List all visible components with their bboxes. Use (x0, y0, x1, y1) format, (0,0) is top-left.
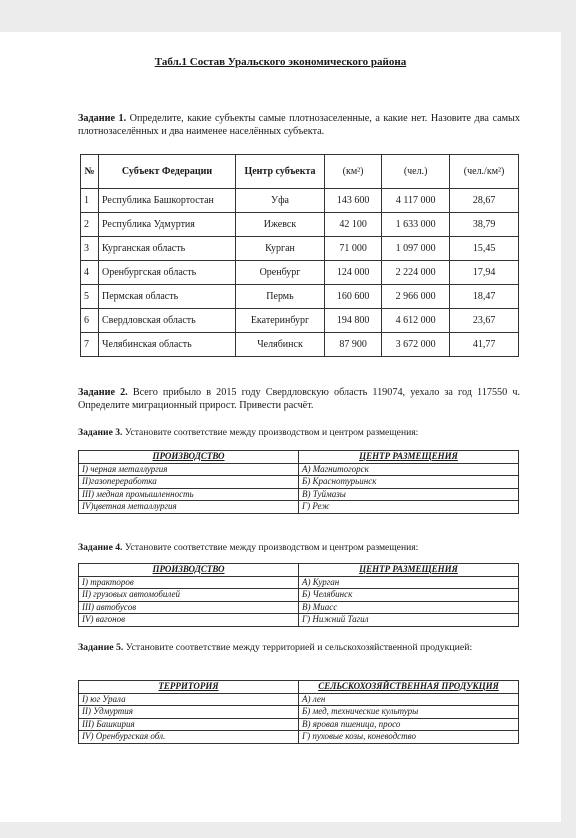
table-row (79, 463, 519, 476)
cell-left: III) Башкирия (79, 718, 299, 731)
cell-right: А) Курган (299, 576, 519, 589)
col-header-production: ПРОИЗВОДСТВО (79, 564, 299, 577)
cell-left: II) Удмуртия (79, 706, 299, 719)
cell-left: IV)цветная металлургия (79, 501, 299, 514)
cell-right: В) Туймазы (299, 488, 519, 501)
cell-subject: Челябинская область (99, 333, 236, 357)
table-row (79, 718, 519, 731)
task2-text (78, 386, 520, 412)
table-row (81, 261, 519, 285)
cell-population: 1 633 000 (382, 213, 450, 237)
cell-density: 17,94 (450, 261, 519, 285)
col-header-center: Центр субъекта (236, 155, 325, 189)
cell-center: Уфа (236, 189, 325, 213)
cell-number: 4 (81, 261, 99, 285)
cell-right: А) лен (299, 693, 519, 706)
page-title: Табл.1 Состав Уральского экономического района (154, 56, 407, 68)
table-row (79, 706, 519, 719)
task3-text (78, 426, 520, 439)
table-row (81, 189, 519, 213)
table-row (79, 589, 519, 602)
cell-left: I) тракторов (79, 576, 299, 589)
cell-right: Б) мед, технические культуры (299, 706, 519, 719)
cell-left: II) грузовых автомобилей (79, 589, 299, 602)
cell-number: 5 (81, 285, 99, 309)
cell-area: 71 000 (325, 237, 382, 261)
task2-label: Задание 2. (78, 387, 128, 398)
task5-body: Установите соответствие между территорией и сельскохозяйственной продукцией: (123, 642, 473, 653)
cell-subject: Республика Удмуртия (99, 213, 236, 237)
cell-right: Б) Челябинск (299, 589, 519, 602)
subjects-table (80, 154, 519, 357)
cell-right: Г) пуховые козы, коневодство (299, 731, 519, 744)
cell-density: 18,47 (450, 285, 519, 309)
task4-text (78, 541, 520, 554)
table-row (79, 476, 519, 489)
table-header-row (79, 681, 519, 694)
cell-subject: Пермская область (99, 285, 236, 309)
cell-number: 6 (81, 309, 99, 333)
cell-number: 1 (81, 189, 99, 213)
cell-density: 38,79 (450, 213, 519, 237)
cell-subject: Оренбургская область (99, 261, 236, 285)
table-row (79, 576, 519, 589)
cell-left: III) автобусов (79, 601, 299, 614)
task4-matching-table (78, 563, 519, 627)
table-header-row (79, 564, 519, 577)
table-row (79, 614, 519, 627)
table-header-row (81, 155, 519, 189)
task1-text (78, 112, 520, 138)
task3-label: Задание 3. (78, 427, 123, 438)
cell-center: Екатеринбург (236, 309, 325, 333)
cell-right: Г) Реж (299, 501, 519, 514)
cell-subject: Курганская область (99, 237, 236, 261)
cell-left: IV) Оренбургская обл. (79, 731, 299, 744)
cell-area: 194 800 (325, 309, 382, 333)
task2-body: Всего прибыло в 2015 году Свердловскую область 119074, уехало за год 117550 ч. Определите миграционный прирост. Привести расчёт. (78, 387, 521, 411)
cell-area: 143 600 (325, 189, 382, 213)
col-header-center: ЦЕНТР РАЗМЕЩЕНИЯ (299, 451, 519, 464)
cell-center: Челябинск (236, 333, 325, 357)
cell-number: 2 (81, 213, 99, 237)
table-row (81, 285, 519, 309)
cell-population: 2 224 000 (382, 261, 450, 285)
col-header-population: (чел.) (382, 155, 450, 189)
cell-subject: Республика Башкортостан (99, 189, 236, 213)
task5-matching-table (78, 680, 519, 744)
cell-area: 42 100 (325, 213, 382, 237)
col-header-center: ЦЕНТР РАЗМЕЩЕНИЯ (299, 564, 519, 577)
cell-right: В) Миасс (299, 601, 519, 614)
task3-matching-table (78, 450, 519, 514)
table-row (79, 601, 519, 614)
col-header-number: № (81, 155, 99, 189)
cell-subject: Свердловская область (99, 309, 236, 333)
cell-population: 1 097 000 (382, 237, 450, 261)
cell-right: Г) Нижний Тагил (299, 614, 519, 627)
col-header-subject: Субъект Федерации (99, 155, 236, 189)
cell-density: 23,67 (450, 309, 519, 333)
table-row (81, 213, 519, 237)
cell-density: 15,45 (450, 237, 519, 261)
table-row (81, 333, 519, 357)
cell-density: 28,67 (450, 189, 519, 213)
task1-body: Определите, какие субъекты самые плотнозаселенные, а какие нет. Назовите два самых плотнозаселённых и два наименее населённых субъекта. (78, 113, 520, 137)
cell-left: IV) вагонов (79, 614, 299, 627)
table-row (81, 237, 519, 261)
task4-label: Задание 4. (78, 542, 123, 553)
cell-number: 3 (81, 237, 99, 261)
table-row (81, 309, 519, 333)
col-header-production: ПРОИЗВОДСТВО (79, 451, 299, 464)
cell-area: 87 900 (325, 333, 382, 357)
table-row (79, 693, 519, 706)
cell-density: 41,77 (450, 333, 519, 357)
table-row (79, 488, 519, 501)
cell-center: Курган (236, 237, 325, 261)
cell-number: 7 (81, 333, 99, 357)
cell-left: III) медная промышленность (79, 488, 299, 501)
table-row (79, 501, 519, 514)
cell-center: Ижевск (236, 213, 325, 237)
task3-body: Установите соответствие между производством и центром размещения: (122, 427, 419, 438)
task5-label: Задание 5. (78, 642, 124, 653)
cell-left: I) юг Урала (79, 693, 299, 706)
cell-center: Пермь (236, 285, 325, 309)
cell-area: 160 600 (325, 285, 382, 309)
cell-population: 2 966 000 (382, 285, 450, 309)
task4-body: Установите соответствие между производством и центром размещения: (122, 542, 419, 553)
col-header-area: (км²) (325, 155, 382, 189)
table-header-row (79, 451, 519, 464)
cell-left: I) черная металлургия (79, 463, 299, 476)
task5-text (78, 641, 520, 654)
cell-right: Б) Краснотурьинск (299, 476, 519, 489)
cell-area: 124 000 (325, 261, 382, 285)
cell-right: В) яровая пшеница, просо (299, 718, 519, 731)
col-header-agro-product: СЕЛЬСКОХОЗЯЙСТВЕННАЯ ПРОДУКЦИЯ (299, 681, 519, 694)
col-header-density: (чел./км²) (450, 155, 519, 189)
cell-population: 4 612 000 (382, 309, 450, 333)
cell-population: 4 117 000 (382, 189, 450, 213)
cell-center: Оренбург (236, 261, 325, 285)
task1-label: Задание 1. (78, 113, 127, 124)
cell-right: А) Магнитогорск (299, 463, 519, 476)
table-row (79, 731, 519, 744)
cell-left: II)газопереработка (79, 476, 299, 489)
col-header-territory: ТЕРРИТОРИЯ (79, 681, 299, 694)
cell-population: 3 672 000 (382, 333, 450, 357)
